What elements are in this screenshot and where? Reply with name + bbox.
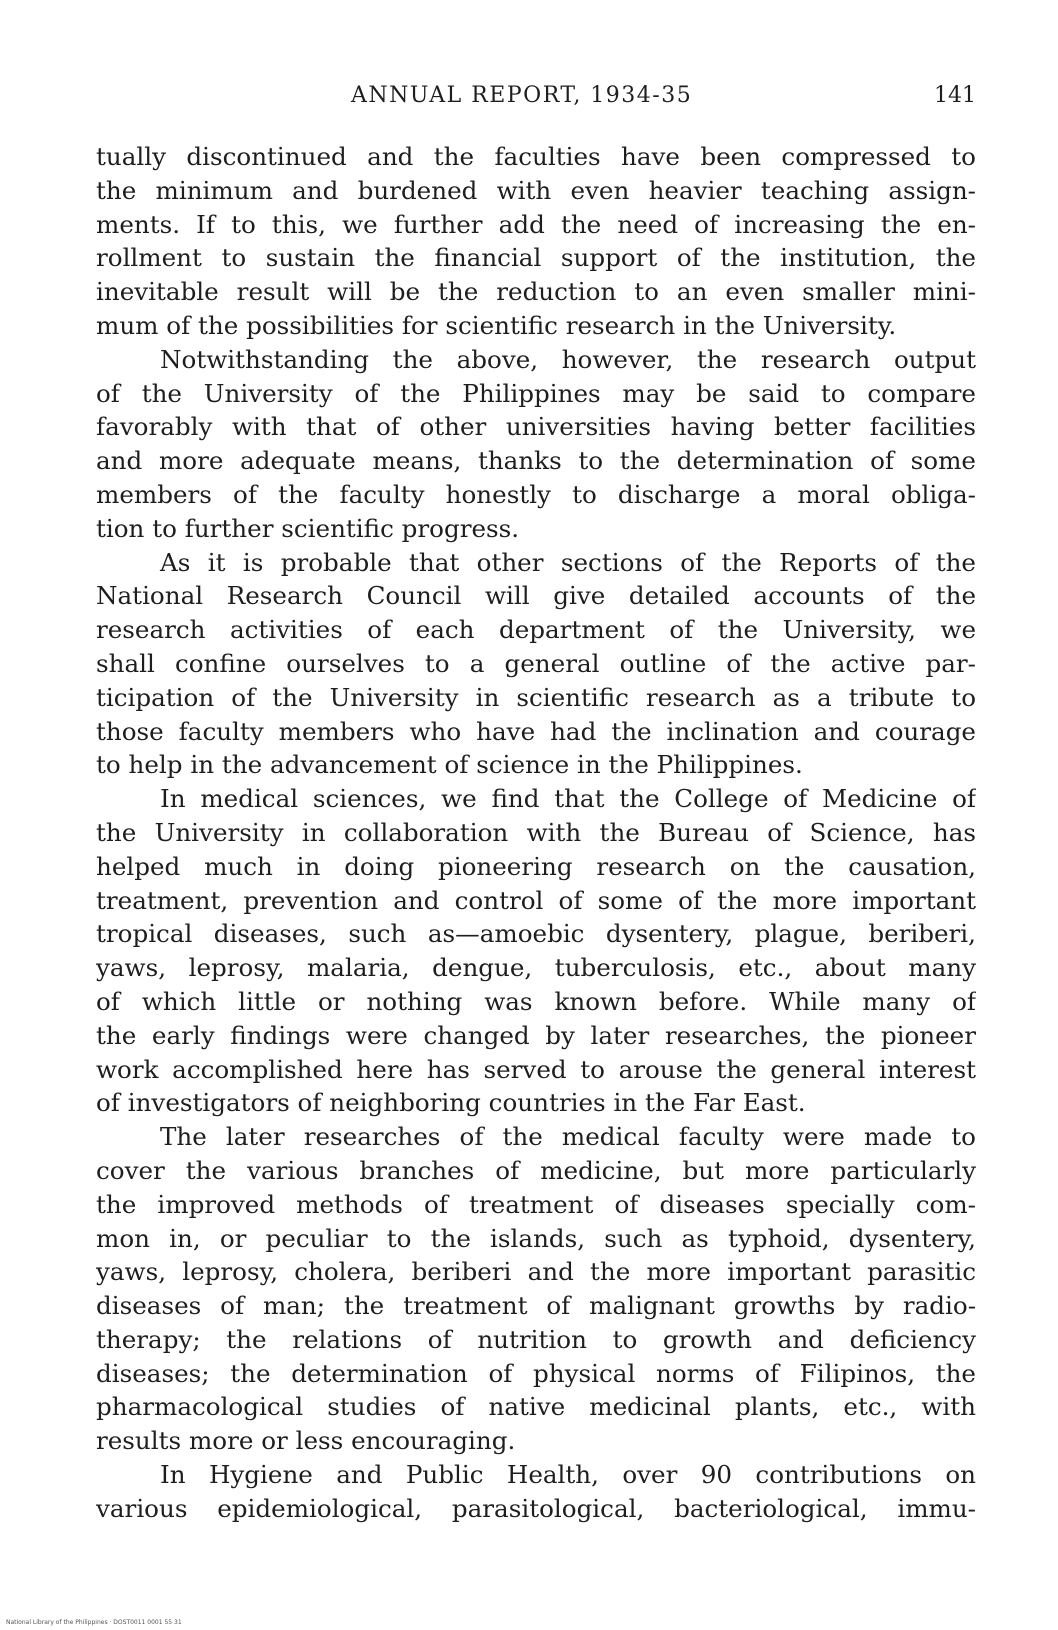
text-line: In Hygiene and Public Health, over 90 contributions on xyxy=(160,1460,976,1490)
text-line: to help in the advancement of science in the Philippines. xyxy=(96,750,803,780)
text-line: diseases; the determination of physical norms of Filipinos, the xyxy=(96,1358,976,1388)
text-line: mum of the possibilities for scientific research in the University. xyxy=(96,310,897,340)
text-line: The later researches of the medical faculty were made to xyxy=(160,1122,976,1152)
text-line: of investigators of neighboring countries in the Far East. xyxy=(96,1088,806,1118)
running-head: ANNUAL REPORT, 1934-35 xyxy=(351,83,693,108)
text-line: the early findings were changed by later researches, the pioneer xyxy=(96,1020,976,1050)
text-line: pharmacological studies of native medicinal plants, etc., with xyxy=(96,1392,976,1422)
text-line: tually discontinued and the faculties have been compressed to xyxy=(96,142,976,171)
text-line: research activities of each department of the University, we xyxy=(96,615,976,645)
text-line: mon in, or peculiar to the islands, such as typhoid, dysentery, xyxy=(96,1223,976,1253)
text-line: the University in collaboration with the Bureau of Science, has xyxy=(96,817,976,847)
text-line: rollment to sustain the financial support of the institution, the xyxy=(96,243,976,273)
text-line: and more adequate means, thanks to the determination of some xyxy=(96,446,976,476)
text-line: results more or less encouraging. xyxy=(96,1426,516,1456)
page-number: 141 xyxy=(934,83,976,108)
text-line: Notwithstanding the above, however, the research output xyxy=(160,344,976,374)
text-line: those faculty members who have had the inclination and courage xyxy=(96,716,976,746)
text-line: treatment, prevention and control of some of the more important xyxy=(96,885,976,915)
text-line: cover the various branches of medicine, but more particularly xyxy=(96,1155,976,1185)
text-line: shall confine ourselves to a general outline of the active par- xyxy=(96,648,976,678)
text-line: various epidemiological, parasitological, bacteriological, immu- xyxy=(96,1493,976,1523)
body-text xyxy=(96,140,976,1526)
text-line: work accomplished here has served to arouse the general interest xyxy=(96,1054,976,1084)
text-line: ments. If to this, we further add the need of increasing the en- xyxy=(96,209,976,239)
scan-footer-note: National Library of the Philippines · DOST0011 0001 55 31 xyxy=(6,1619,182,1626)
text-line: helped much in doing pioneering research on the causation, xyxy=(96,851,976,881)
text-line: tion to further scientific progress. xyxy=(96,513,520,543)
text-line: inevitable result will be the reduction to an even smaller mini- xyxy=(96,277,976,307)
text-line: As it is probable that other sections of the Reports of the xyxy=(160,547,976,577)
text-line: tropical diseases, such as—amoebic dysentery, plague, beriberi, xyxy=(96,919,976,949)
text-line: of the University of the Philippines may be said to compare xyxy=(96,378,976,408)
text-line: the improved methods of treatment of diseases specially com- xyxy=(96,1189,976,1219)
text-line: yaws, leprosy, malaria, dengue, tuberculosis, etc., about many xyxy=(96,953,976,983)
text-line: diseases of man; the treatment of malignant growths by radio- xyxy=(96,1291,976,1321)
text-line: therapy; the relations of nutrition to growth and deficiency xyxy=(96,1324,976,1354)
text-line: ticipation of the University in scientific research as a tribute to xyxy=(96,682,976,712)
text-line: National Research Council will give detailed accounts of the xyxy=(96,581,976,611)
text-line: members of the faculty honestly to discharge a moral obliga- xyxy=(96,479,976,509)
page-header xyxy=(96,83,976,123)
text-line: In medical sciences, we find that the College of Medicine of xyxy=(160,784,976,814)
text-line: favorably with that of other universities having better facilities xyxy=(96,412,976,442)
text-line: yaws, leprosy, cholera, beriberi and the more important parasitic xyxy=(96,1257,976,1287)
text-line: the minimum and burdened with even heavier teaching assign- xyxy=(96,175,976,205)
text-line: of which little or nothing was known before. While many of xyxy=(96,986,976,1016)
